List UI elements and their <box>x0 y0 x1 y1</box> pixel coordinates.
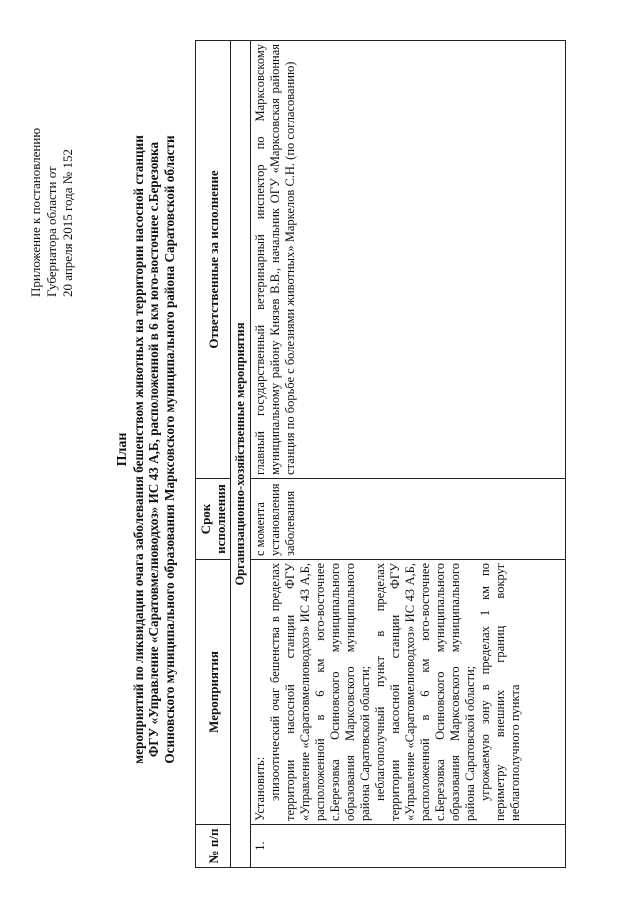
header-num: № п/п <box>196 825 231 868</box>
appendix-line: 20 апреля 2015 года № 152 <box>60 149 75 297</box>
table-header-row <box>196 41 231 868</box>
document-title <box>115 57 177 842</box>
title-line: мероприятий по ликвидации очага заболевания бешенством животных на территории насосной станции <box>130 135 146 764</box>
document-page <box>20 22 620 882</box>
section-title: Организационно-хозяйственные мероприятия <box>231 41 251 868</box>
activity-paragraph: угрожаемую зону в пределах 1 км по периметру внешних границ вокруг неблагополучного пункта <box>478 563 522 821</box>
header-responsible: Ответственные за исполнение <box>196 41 231 479</box>
activity-paragraph: эпизоотический очаг бешенства в пределах территории насосной станции ФГУ «Управление «Саратовмелиоводхоз» ИС 43 А,Б, расположенной в 6 км юго-восточнее с.Березовка Осиновского муниципального образования Марксовского муниципального района Саратовской области; <box>268 563 372 821</box>
row-activity <box>251 560 566 825</box>
row-num: 1. <box>251 825 566 868</box>
row-responsible: главный государственный ветеринарный инспектор по Марксовскому муниципальному району Князев В.В., начальник ОГУ «Марксовская районная станция по борьбе с болезнями животных» Маркелов С.Н. (по согласованию) <box>251 41 566 479</box>
title-line: ФГУ «Управление «Саратовмелиоводхоз» ИС 43 А,Б, расположенной в 6 км юго-восточнее с.Березовка <box>146 141 161 758</box>
activity-intro: Установить: <box>253 756 267 821</box>
header-activity: Мероприятия <box>196 560 231 825</box>
header-term: Срок исполнения <box>196 479 231 560</box>
table-row <box>251 41 566 868</box>
appendix-note <box>28 128 76 297</box>
title-line: Осиновского муниципального образования Марксовского муниципального района Саратовской области <box>161 135 177 764</box>
title-heading: План <box>115 432 130 467</box>
section-row <box>231 41 251 868</box>
appendix-line: Губернатора области от <box>44 166 59 297</box>
plan-table <box>195 40 566 868</box>
row-term: с момента установления заболевания <box>251 479 566 560</box>
activity-paragraph: неблагополучный пункт в пределах территории насосной станции ФГУ «Управление «Саратовмелиоводхоз» ИС 43 А,Б, расположенной в 6 км юго-восточнее с.Березовка Осиновского муниципального образования Марксовского муниципального района Саратовской области; <box>373 563 477 821</box>
appendix-line: Приложение к постановлению <box>28 127 43 297</box>
